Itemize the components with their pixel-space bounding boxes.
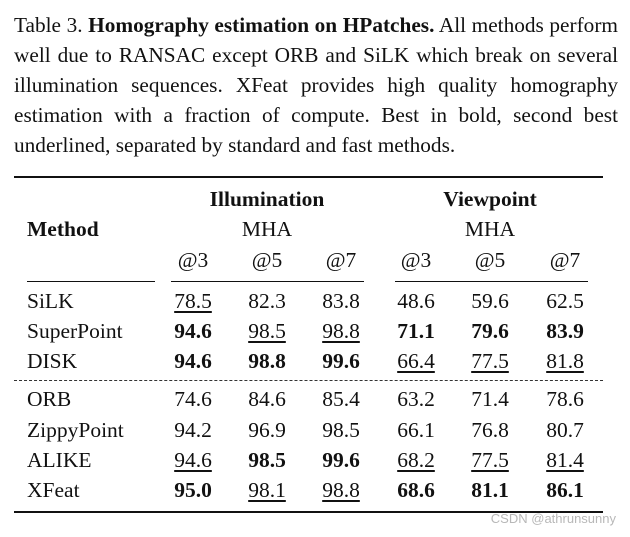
caption-title: Homography estimation on HPatches.	[88, 13, 435, 37]
watermark: CSDN @athrunsunny	[490, 511, 616, 526]
table-cell: 95.0	[174, 478, 212, 502]
table-cell: 98.5	[248, 319, 286, 343]
method-name: ORB	[27, 387, 72, 411]
table-cell: 98.8	[322, 478, 360, 502]
threshold-header: @5	[251, 248, 283, 272]
table-cell: 66.4	[397, 349, 435, 373]
table-cell: 98.8	[248, 349, 286, 373]
table-cell: 98.8	[322, 319, 360, 343]
caption-label: Table 3.	[14, 13, 83, 37]
metric-header-viewpoint: MHA	[464, 217, 516, 241]
table-cell: 71.4	[471, 387, 509, 411]
method-name: DISK	[27, 349, 78, 373]
table-cell: 78.5	[174, 289, 212, 313]
table-cell: 81.4	[546, 448, 584, 472]
table-cell: 81.1	[471, 478, 509, 502]
table-cell: 84.6	[248, 387, 286, 411]
group-header-viewpoint: Viewpoint	[443, 187, 537, 211]
table-cell: 71.1	[397, 319, 435, 343]
metric-header-illumination: MHA	[241, 217, 293, 241]
table-cell: 98.5	[248, 448, 286, 472]
table-cell: 68.2	[397, 448, 435, 472]
table-cell: 76.8	[471, 418, 509, 442]
table-cell: 98.1	[248, 478, 286, 502]
viewpoint-header-rule	[395, 281, 588, 282]
table-cell: 94.2	[174, 418, 212, 442]
table-cell: 99.6	[322, 448, 360, 472]
table-cell: 63.2	[397, 387, 435, 411]
table-caption	[14, 10, 618, 160]
table-cell: 85.4	[322, 387, 360, 411]
table-cell: 94.6	[174, 349, 212, 373]
table-cell: 66.1	[397, 418, 435, 442]
threshold-header: @7	[325, 248, 357, 272]
fast-methods-separator	[14, 380, 603, 381]
table-cell: 68.6	[397, 478, 435, 502]
table-cell: 77.5	[471, 349, 509, 373]
table-cell: 77.5	[471, 448, 509, 472]
table-cell: 59.6	[471, 289, 509, 313]
table-cell: 99.6	[322, 349, 360, 373]
threshold-header: @3	[400, 248, 432, 272]
method-name: XFeat	[27, 478, 80, 502]
method-name: SiLK	[27, 289, 74, 313]
method-name: SuperPoint	[27, 319, 123, 343]
threshold-header: @3	[177, 248, 209, 272]
table-cell: 83.9	[546, 319, 584, 343]
method-name: ZippyPoint	[27, 418, 124, 442]
threshold-header: @7	[549, 248, 581, 272]
method-header-rule	[27, 281, 155, 282]
table-cell: 78.6	[546, 387, 584, 411]
table-cell: 98.5	[322, 418, 360, 442]
table-cell: 79.6	[471, 319, 509, 343]
table-cell: 82.3	[248, 289, 286, 313]
table-cell: 83.8	[322, 289, 360, 313]
table-cell: 81.8	[546, 349, 584, 373]
table-cell: 48.6	[397, 289, 435, 313]
threshold-header: @5	[474, 248, 506, 272]
table-cell: 80.7	[546, 418, 584, 442]
illumination-header-rule	[171, 281, 364, 282]
caption-body: All methods perform well due to RANSAC except ORB and SiLK which break on several illumination sequences. XFeat provides high quality homography estimation with a fraction of compute. Best in bold, second best underlined, separated by standard and fast methods.	[14, 13, 618, 157]
table-top-rule	[14, 176, 603, 178]
group-header-illumination: Illumination	[209, 187, 325, 211]
table-cell: 94.6	[174, 319, 212, 343]
table-cell: 74.6	[174, 387, 212, 411]
table-cell: 86.1	[546, 478, 584, 502]
table-cell: 94.6	[174, 448, 212, 472]
method-name: ALIKE	[27, 448, 92, 472]
table-cell: 62.5	[546, 289, 584, 313]
table-cell: 96.9	[248, 418, 286, 442]
method-column-header: Method	[27, 217, 99, 241]
